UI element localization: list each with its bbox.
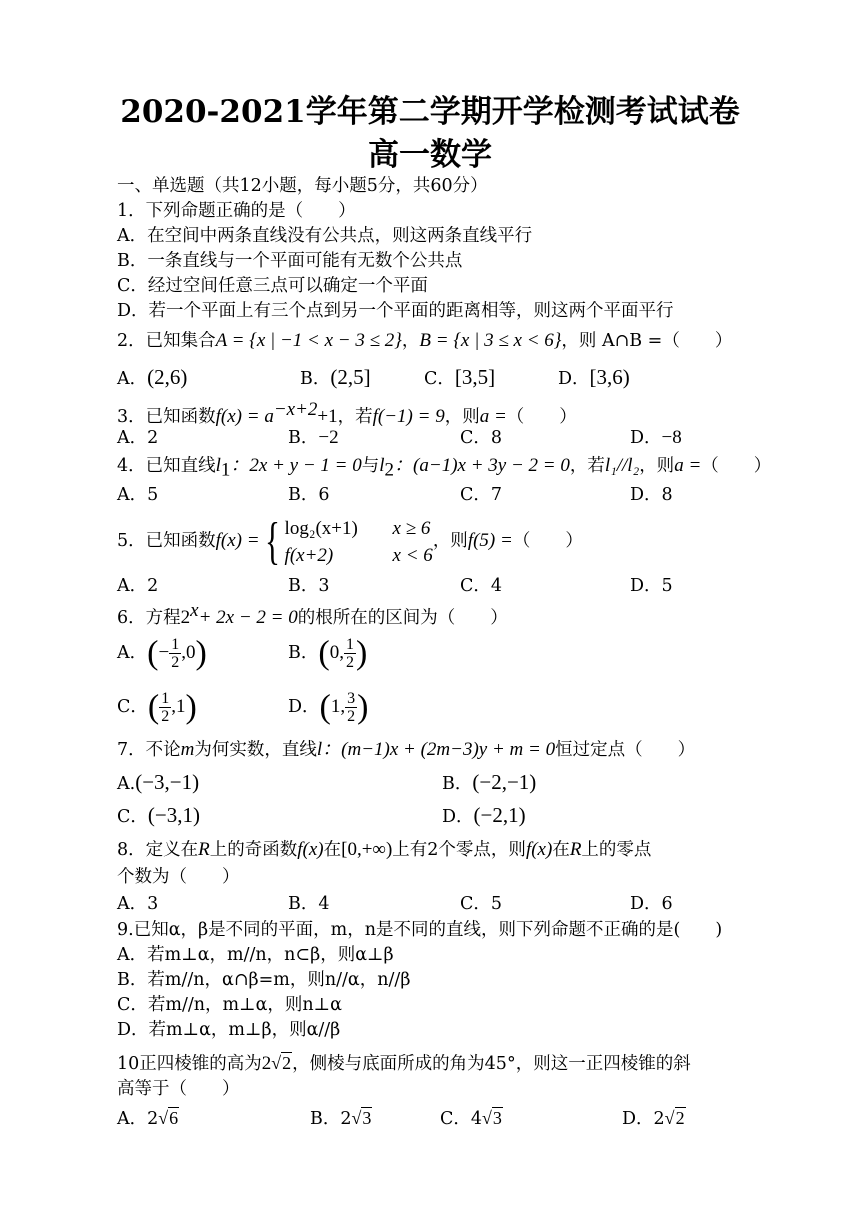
section-heading: 一、单选题（共12小题，每小题5分，共60分）	[117, 176, 488, 196]
q3-option-a: A．2	[117, 428, 159, 448]
q7-option-d: D．(−2,1)	[442, 803, 526, 827]
q1-option-b: B．一条直线与一个平面可能有无数个公共点	[117, 251, 463, 271]
q2-option-c: C．[3,5]	[424, 365, 496, 389]
q4-stem: 4．已知直线$l_1$：2x + y − 1 = 0与$l_2$：(a−1)x + 3y − 2 = 0，若l₁//l₂，则a =（ ）	[117, 455, 772, 481]
q3-stem: 3．已知函数$f(x) = a^{-x+2}+1$，若f(−1) = 9，则a =（ ）	[117, 399, 577, 427]
q2-option-a: A．(2,6)	[117, 365, 188, 389]
q7-option-a: A.(−3,−1)	[117, 770, 200, 794]
q1-option-a: A．在空间中两条直线没有公共点，则这两条直线平行	[117, 226, 533, 246]
exam-title: 2020-2021学年第二学期开学检测考试试卷	[120, 94, 740, 130]
q4-option-c: C．7	[460, 485, 503, 505]
q2-set-a: A = {x | −1 < x − 3 ≤ 2}	[215, 330, 402, 351]
q7-option-b: B．(−2,−1)	[442, 770, 537, 794]
q1-option-c: C．经过空间任意三点可以确定一个平面	[117, 276, 428, 296]
q5-piecewise: log₂(x+1) x ≥ 6 f(x+2) x < 6	[284, 517, 433, 566]
q10-option-b: B．2√3	[310, 1108, 372, 1129]
q10-stem-line2: 高等于（ ）	[117, 1079, 240, 1099]
q5-option-a: A．2	[117, 576, 159, 596]
q2-stem: 2．已知集合A = {x | −1 < x − 3 ≤ 2}，B = {x | 3 ≤ x < 6}，则 A∩B =（ ）	[117, 330, 733, 351]
q1-stem: 1．下列命题正确的是（ ）	[117, 201, 356, 221]
q9-option-d: D．若m⊥α，m⊥β，则α//β	[117, 1020, 341, 1040]
q6-stem: 6．方程$2^x+ 2x - 2 = 0$的根所在的区间为（ ）	[117, 600, 508, 628]
q4-option-d: D．8	[630, 485, 673, 505]
exam-subtitle: 高一数学	[368, 137, 492, 173]
q8-option-b: B．4	[288, 894, 330, 914]
q3-option-d: D．−8	[630, 427, 682, 448]
q8-option-d: D．6	[630, 894, 673, 914]
q3-option-c: C．8	[460, 428, 503, 448]
q10-option-c: C．4√3	[440, 1108, 502, 1129]
q9-option-b: B．若m//n，α∩β=m，则n//α，n//β	[117, 970, 411, 990]
q8-stem-line2: 个数为（ ）	[117, 867, 240, 887]
q2-option-d: D．[3,6)	[558, 365, 630, 389]
q4-option-b: B．6	[288, 485, 330, 505]
q7-option-c: C．(−3,1)	[117, 803, 200, 827]
q10-option-d: D．2√2	[622, 1108, 685, 1129]
q10-stem: 10正四棱锥的高为2√2，侧棱与底面所成的角为45°，则这一正四棱锥的斜	[117, 1050, 691, 1077]
q5-option-d: D．5	[630, 576, 673, 596]
q4-option-a: A．5	[117, 485, 159, 505]
q2-set-b: B = {x | 3 ≤ x < 6}	[419, 330, 562, 351]
q5-brace: {	[264, 512, 280, 570]
q5-stem: 5．已知函数f(x) ={ log₂(x+1) x ≥ 6 f(x+2) x < 6 ，则f(5) =（ ）	[117, 512, 583, 570]
q5-option-c: C．4	[460, 576, 503, 596]
q8-stem: 8．定义在R上的奇函数f(x)在[0,+∞)上有2个零点，则f(x)在R上的零点	[117, 839, 652, 860]
q9-option-c: C．若m//n，m⊥α，则n⊥α	[117, 995, 342, 1015]
q9-option-a: A．若m⊥α，m//n，n⊂β，则α⊥β	[117, 945, 394, 965]
q10-sqrt: √2	[271, 1053, 292, 1073]
q6-option-b: B．(0, $\frac{1}{2}$ )	[288, 634, 368, 672]
q8-option-a: A．3	[117, 894, 159, 914]
q10-option-a: A．2√6	[117, 1108, 179, 1129]
q7-stem: 7．不论m为何实数，直线l：(m−1)x + (2m−3)y + m = 0恒过定点（ ）	[117, 739, 696, 760]
q6-option-a: A．(− $\frac{1}{2}$ ,0)	[117, 634, 207, 672]
q1-option-d: D．若一个平面上有三个点到另一个平面的距离相等，则这两个平面平行	[117, 301, 674, 321]
q5-option-b: B．3	[288, 576, 330, 596]
q9-stem: 9.已知α，β是不同的平面，m，n是不同的直线，则下列命题不正确的是( )	[117, 920, 723, 940]
q2-option-b: B．(2,5]	[300, 365, 371, 389]
q3-option-b: B．−2	[288, 427, 339, 448]
q6-option-d: D．(1, $\frac{3}{2}$ )	[288, 688, 369, 726]
q6-option-c: C．( $\frac{1}{2}$ ,1)	[117, 688, 197, 726]
q8-option-c: C．5	[460, 894, 503, 914]
